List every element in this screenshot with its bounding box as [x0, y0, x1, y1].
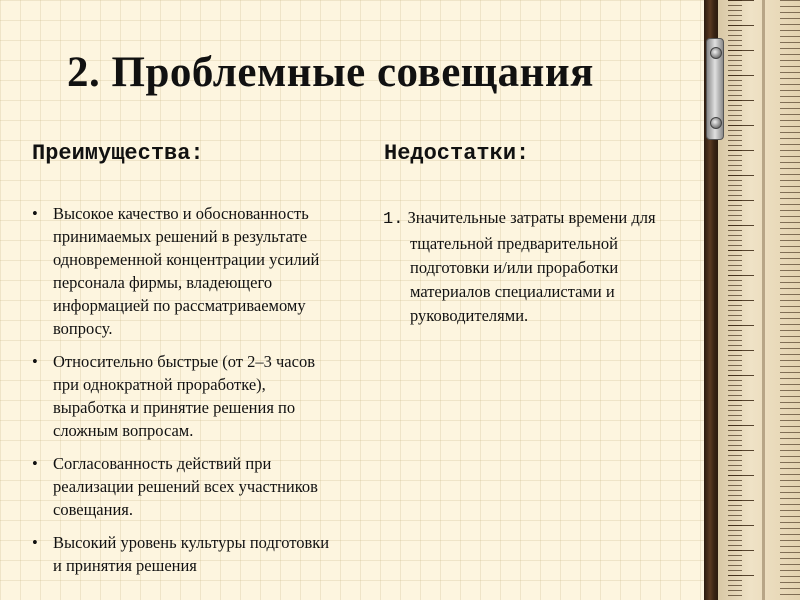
bullet-icon: • — [32, 352, 38, 371]
list-item-text: Высокий уровень культуры подготовки и принятия решения — [53, 533, 330, 575]
bullet-icon: • — [32, 204, 38, 223]
list-item-text: Относительно быстрые (от 2–3 часов при однократной проработке), выработка и принятие решения по сложным вопросам. — [53, 352, 315, 440]
list-item-text: Значительные затраты времени для тщательной предварительной подготовки и/или проработки материалов специалистами и руководителями. — [407, 208, 656, 325]
screw-icon — [710, 47, 722, 59]
list-item — [32, 350, 332, 442]
ruler-clip-icon — [706, 38, 724, 140]
disadvantages-heading: Недостатки: — [384, 141, 530, 166]
bullet-icon: • — [32, 533, 38, 552]
list-item-text: Согласованность действий при реализации решений всех участников совещания. — [53, 454, 318, 519]
list-item — [32, 202, 332, 340]
advantages-list — [32, 202, 332, 587]
list-item — [32, 531, 332, 577]
screw-icon — [710, 117, 722, 129]
list-item-number: 1. — [383, 210, 404, 229]
ruler-body — [718, 0, 800, 600]
list-item-text: Высокое качество и обоснованность принимаемых решений в результате одновременной концентрации усилий персонала фирмы, владеющего информацией по рассматриваемому вопросу. — [53, 204, 320, 338]
ruler-icon — [704, 0, 800, 600]
bullet-icon: • — [32, 454, 38, 473]
advantages-heading: Преимущества: — [32, 141, 204, 166]
ruler-ticks-right — [780, 0, 800, 600]
list-item — [32, 452, 332, 521]
list-item — [383, 206, 693, 328]
disadvantages-list — [383, 206, 693, 328]
ruler-groove — [762, 0, 765, 600]
slide-title: 2. Проблемные совещания — [67, 49, 594, 96]
